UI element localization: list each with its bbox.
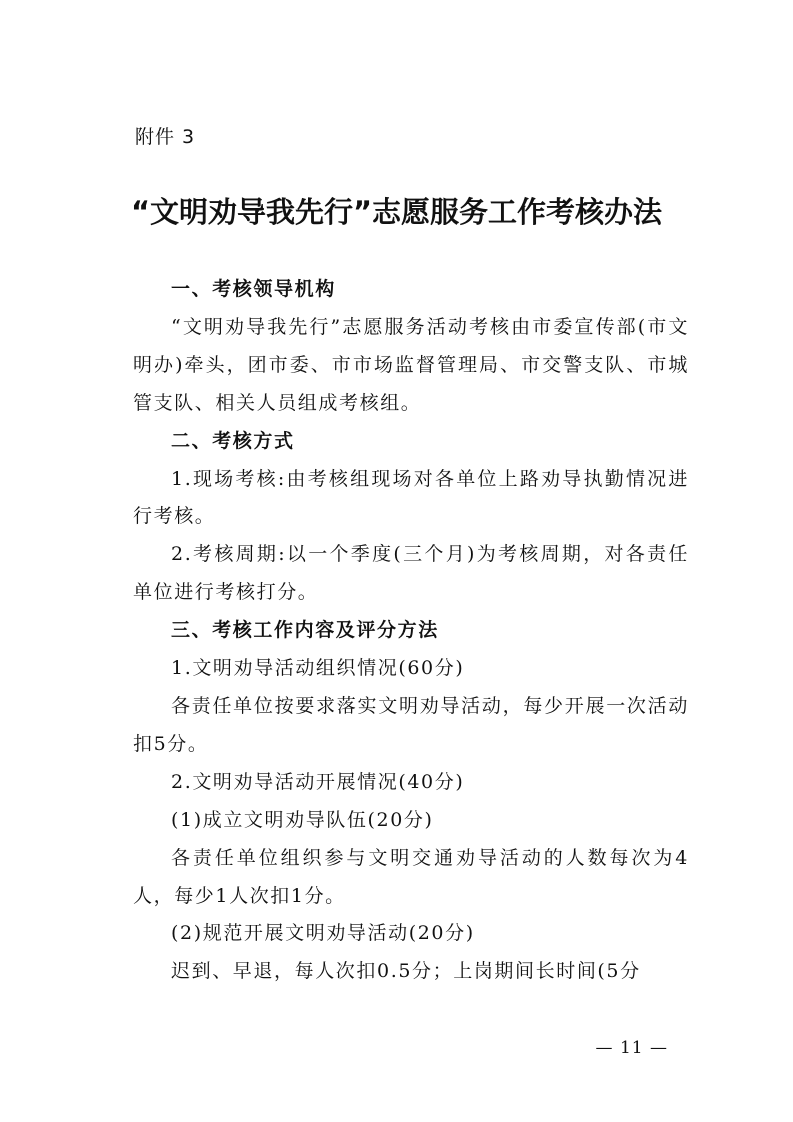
document-title: “文明劝导我先行”志愿服务工作考核办法 bbox=[130, 195, 663, 229]
page-number: — 11 — bbox=[595, 1038, 668, 1058]
body-paragraph: 1.文明劝导活动组织情况(60分) bbox=[171, 657, 465, 680]
body-paragraph: (1)成立文明劝导队伍(20分) bbox=[171, 808, 434, 831]
body-paragraph: “文明劝导我先行”志愿服务活动考核由市委宣传部(市文明办)牵头，团市委、市市场监督管理局、市交警支队、市城管支队、相关人员组成考核组。 bbox=[133, 315, 689, 414]
body-paragraph: 2.考核周期:以一个季度(三个月)为考核周期，对各责任单位进行考核打分。 bbox=[133, 543, 689, 604]
body-paragraph: 1.现场考核:由考核组现场对各单位上路劝导执勤情况进行考核。 bbox=[133, 467, 689, 528]
attachment-label: 附件 3 bbox=[135, 126, 196, 148]
section-heading: 二、考核方式 bbox=[171, 429, 295, 452]
section-heading: 三、考核工作内容及评分方法 bbox=[171, 619, 439, 642]
section-heading: 一、考核领导机构 bbox=[171, 278, 336, 300]
body-paragraph: (2)规范开展文明劝导活动(20分) bbox=[171, 922, 475, 945]
body-paragraph: 各责任单位组织参与文明交通劝导活动的人数每次为4人，每少1人次扣1分。 bbox=[133, 846, 689, 907]
body-paragraph: 2.文明劝导活动开展情况(40分) bbox=[171, 770, 465, 793]
body-paragraph: 各责任单位按要求落实文明劝导活动，每少开展一次活动扣5分。 bbox=[133, 694, 689, 755]
body-paragraph: 迟到、早退，每人次扣0.5分；上岗期间长时间(5分 bbox=[171, 960, 641, 983]
document-body bbox=[133, 271, 689, 991]
